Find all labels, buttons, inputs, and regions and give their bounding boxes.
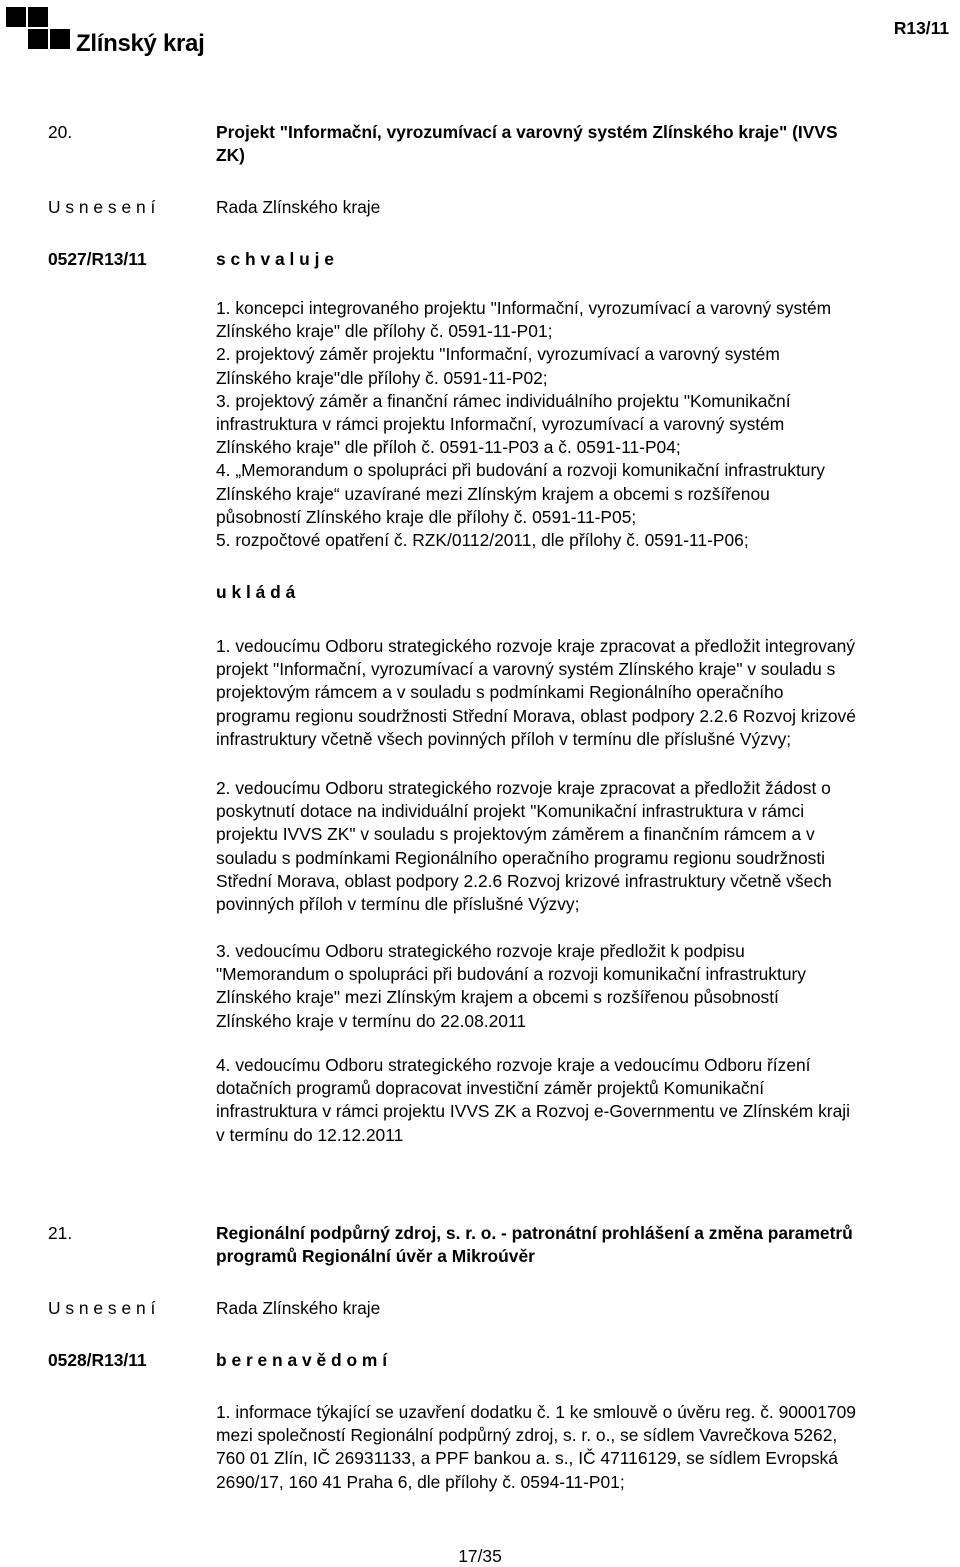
approve-list bbox=[216, 297, 956, 552]
task-4 bbox=[216, 1054, 956, 1147]
task-line: infrastruktura v rámci projektu IVVS ZK a Rozvoj e-Governmentu ve Zlínském kraji bbox=[216, 1101, 851, 1122]
task-line: projekt "Informační, vyrozumívací a varovný systém Zlínského kraje" v souladu s bbox=[216, 659, 836, 680]
note-line: 1. informace týkající se uzavření dodatku č. 1 ke smlouvě o úvěru reg. č. 90001709 bbox=[216, 1402, 856, 1422]
task-line: poskytnutí dotace na individuální projekt "Komunikační infrastruktura v rámci bbox=[216, 801, 805, 822]
approve-line: 2. projektový záměr projektu "Informační, vyrozumívací a varovný systém bbox=[216, 344, 780, 365]
task-line: projektovým rámcem a v souladu s podmínkami Regionálního operačního bbox=[216, 682, 784, 703]
logo-text: Zlínský kraj bbox=[76, 30, 205, 57]
task-3 bbox=[216, 940, 956, 1033]
task-1 bbox=[216, 635, 956, 751]
task-line: Zlínského kraje" mezi Zlínským krajem a obcemi s rozšířenou působností bbox=[216, 987, 779, 1008]
task-line: v termínu do 12.12.2011 bbox=[216, 1124, 404, 1145]
note-line: 2690/17, 160 41 Praha 6, dle přílohy č. 0594-11-P01; bbox=[216, 1471, 625, 1492]
resolution-number: 0527/R13/11 bbox=[48, 249, 147, 269]
task-line: 2. vedoucímu Odboru strategického rozvoje kraje zpracovat a předložit žádost o bbox=[216, 778, 831, 798]
task-line: dotačních programů dopracovat investiční záměr projektů Komunikační bbox=[216, 1078, 765, 1099]
page-id: R13/11 bbox=[893, 18, 949, 38]
task-line: Zlínského kraje v termínu do 22.08.2011 bbox=[216, 1010, 526, 1031]
resolution-verb-tasks: u k l á d á bbox=[216, 582, 296, 602]
note-line: mezi společností Regionální podpůrný zdroj, s. r. o., se sídlem Vavrečkova 5262, bbox=[216, 1425, 838, 1446]
task-line: programu regionu soudržnosti Střední Morava, oblast podpory 2.2.6 Rozvoj krizové bbox=[216, 705, 856, 726]
usneseni-label: U s n e s e n í bbox=[48, 197, 156, 217]
approve-line: 5. rozpočtové opatření č. RZK/0112/2011, dle přílohy č. 0591-11-P06; bbox=[216, 530, 749, 551]
item-number: 21. bbox=[48, 1223, 73, 1243]
note-line: 760 01 Zlín, IČ 26931133, a PPF bankou a. s., IČ 47116129, se sídlem Evropská bbox=[216, 1448, 838, 1469]
approve-line: infrastruktura v rámci projektu Informační, vyrozumívací a varovný systém bbox=[216, 414, 785, 435]
approve-line: působností Zlínského kraje dle přílohy č. 0591-11-P05; bbox=[216, 506, 637, 527]
task-2 bbox=[216, 777, 956, 916]
resolution-number: 0528/R13/11 bbox=[48, 1350, 147, 1370]
item-title-line2: ZK) bbox=[216, 145, 245, 165]
task-line: "Memorandum o spolupráci při budování a rozvoji komunikační infrastruktury bbox=[216, 964, 806, 985]
approve-line: Zlínského kraje" dle příloh č. 0591-11-P03 a č. 0591-11-P04; bbox=[216, 437, 681, 458]
approve-line: Zlínského kraje"dle přílohy č. 0591-11-P02; bbox=[216, 367, 548, 388]
zlinsky-kraj-logo bbox=[6, 7, 205, 57]
note-list bbox=[216, 1401, 956, 1494]
task-line: souladu s podmínkami Regionálního operačního programu regionu soudržnosti bbox=[216, 847, 826, 868]
resolution-verb-approve: s c h v a l u j e bbox=[216, 249, 334, 269]
resolution-body: Rada Zlínského kraje bbox=[216, 197, 381, 217]
item-number: 20. bbox=[48, 122, 73, 142]
task-line: 4. vedoucímu Odboru strategického rozvoje kraje a vedoucímu Odboru řízení bbox=[216, 1055, 811, 1075]
resolution-verb-note: b e r e n a v ě d o m í bbox=[216, 1350, 388, 1370]
approve-line: Zlínského kraje" dle přílohy č. 0591-11-P01; bbox=[216, 321, 553, 342]
task-line: Střední Morava, oblast podpory 2.2.6 Rozvoj krizové infrastruktury včetně všech bbox=[216, 870, 832, 891]
usneseni-label: U s n e s e n í bbox=[48, 1298, 156, 1318]
task-line: povinných příloh v termínu dle příslušné Výzvy; bbox=[216, 894, 580, 915]
item-title-line1: Projekt "Informační, vyrozumívací a varovný systém Zlínského kraje" (IVVS bbox=[216, 122, 838, 142]
approve-line: 3. projektový záměr a finanční rámec individuálního projektu "Komunikační bbox=[216, 390, 791, 411]
approve-line: 1. koncepci integrovaného projektu "Informační, vyrozumívací a varovný systém bbox=[216, 298, 832, 318]
approve-line: 4. „Memorandum o spolupráci při budování a rozvoji komunikační infrastruktury bbox=[216, 460, 825, 481]
resolution-body: Rada Zlínského kraje bbox=[216, 1298, 381, 1318]
task-line: 1. vedoucímu Odboru strategického rozvoje kraje zpracovat a předložit integrovaný bbox=[216, 636, 855, 656]
item-title-line2: programů Regionální úvěr a Mikroúvěr bbox=[216, 1246, 535, 1266]
task-line: 3. vedoucímu Odboru strategického rozvoje kraje předložit k podpisu bbox=[216, 941, 745, 961]
page-number: 17/35 bbox=[458, 1546, 502, 1566]
task-line: projektu IVVS ZK" v souladu s projektovým záměrem a finančním rámcem a v bbox=[216, 824, 815, 845]
task-line: infrastruktury včetně všech povinných příloh v termínu dle příslušné Výzvy; bbox=[216, 728, 792, 749]
approve-line: Zlínského kraje“ uzavírané mezi Zlínským krajem a obcemi s rozšířenou bbox=[216, 483, 770, 504]
item-title-line1: Regionální podpůrný zdroj, s. r. o. - patronátní prohlášení a změna parametrů bbox=[216, 1223, 853, 1243]
